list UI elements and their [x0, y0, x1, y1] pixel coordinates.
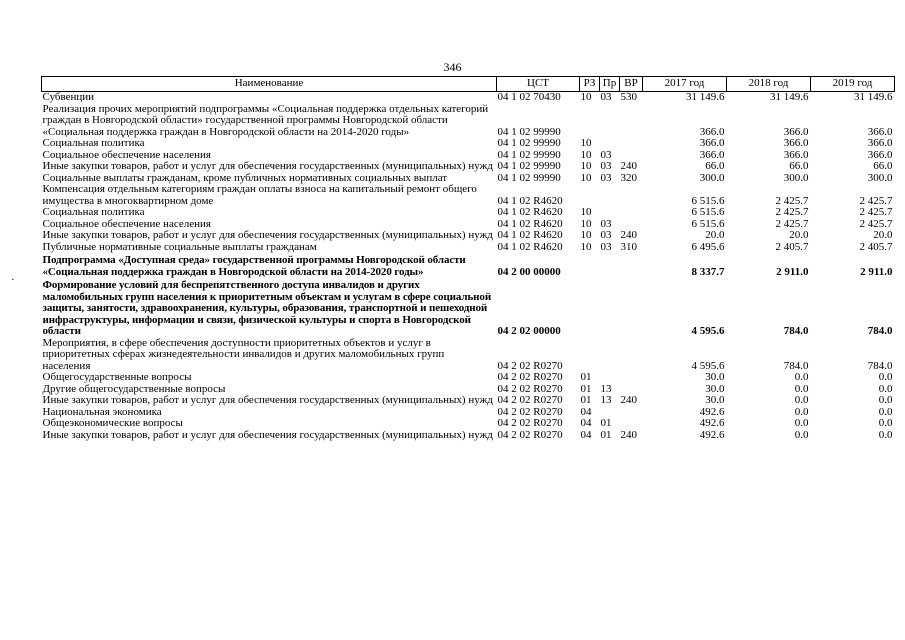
row-rz: 04: [580, 405, 592, 418]
row-cst: 04 2 02 00000: [497, 325, 561, 337]
row-rz: 01: [580, 382, 592, 395]
header-pr: Пр: [600, 77, 620, 92]
row-rz: 10: [580, 91, 592, 103]
table-row: [42, 138, 895, 150]
row-vr: [620, 207, 643, 219]
row-2017: 30.0: [705, 382, 725, 395]
row-vr: [620, 184, 643, 207]
row-pr: [600, 207, 620, 219]
row-name: Социальное обеспечение населения: [42, 148, 211, 161]
table-row: [42, 253, 895, 278]
row-rz: 10: [580, 229, 592, 241]
row-pr: 03: [600, 91, 612, 103]
table-row: [42, 104, 895, 139]
row-rz: 10: [580, 240, 592, 253]
table-row: [42, 230, 895, 242]
row-2019: 31 149.6: [854, 91, 893, 103]
row-2017: 366.0: [699, 148, 725, 161]
row-cst: 04 2 02 R0270: [497, 417, 563, 429]
row-2017: 366.0: [699, 125, 725, 138]
row-name: Иные закупки товаров, работ и услуг для обеспечения государственных (муниципальных) нужд: [42, 394, 493, 406]
row-pr: 03: [600, 171, 612, 184]
row-vr: [620, 138, 643, 150]
row-2017: 4 595.6: [691, 359, 725, 372]
row-vr: [620, 253, 643, 278]
row-pr: [600, 278, 620, 338]
row-2018: 0.0: [794, 382, 809, 395]
page-number: 346: [443, 60, 462, 74]
header-vr: ВР: [620, 77, 643, 92]
row-rz: [580, 278, 600, 338]
row-2017: 6 495.6: [691, 240, 725, 253]
row-name: Общегосударственные вопросы: [42, 371, 192, 383]
row-2017: 6 515.6: [691, 206, 725, 218]
row-name: Мероприятия, в сфере обеспечения доступности приоритетных объектов и услуг в приоритетных сферах жизнедеятельности инвалидов и других маломобильных групп населения: [42, 336, 445, 372]
row-cst: 04 1 02 R4620: [497, 206, 563, 218]
row-vr: 240: [620, 229, 637, 241]
row-pr: 03: [600, 148, 612, 161]
row-2019: 2 425.7: [859, 217, 893, 230]
row-2019: 366.0: [867, 125, 893, 138]
row-pr: [600, 138, 620, 150]
row-name: Реализация прочих мероприятий подпрограммы «Социальная поддержка отдельных категорий граждан в Новгородской области» государственной программы Новгородской области «Социальная поддержка граждан в Новгородской области на 2014-2020 годы»: [42, 102, 489, 138]
row-2019: 0.0: [878, 371, 893, 383]
row-2019: 0.0: [878, 394, 893, 406]
row-2018: 366.0: [783, 137, 809, 149]
row-2018: 2 425.7: [775, 206, 809, 218]
table-row: [42, 92, 895, 104]
header-2018: 2018 год: [727, 77, 811, 92]
row-2018: 366.0: [783, 125, 809, 138]
row-vr: [620, 338, 643, 373]
row-pr: 01: [600, 428, 612, 441]
row-pr: [600, 184, 620, 207]
row-2017: 6 515.6: [691, 194, 725, 207]
table-row: [42, 395, 895, 407]
row-rz: 10: [580, 160, 592, 172]
row-rz: [580, 184, 600, 207]
row-rz: 04: [580, 417, 592, 429]
row-2018: 31 149.6: [770, 91, 809, 103]
row-rz: [580, 338, 600, 373]
row-2017: 366.0: [699, 137, 725, 149]
row-2019: 2 405.7: [859, 240, 893, 253]
row-pr: [600, 104, 620, 139]
row-name: Социальные выплаты гражданам, кроме публичных нормативных социальных выплат: [42, 171, 448, 184]
row-name: Социальная политика: [42, 206, 145, 218]
row-2019: 2 425.7: [859, 206, 893, 218]
row-2019: 0.0: [878, 382, 893, 395]
row-rz: 01: [580, 371, 592, 383]
row-cst: 04 1 02 99990: [497, 160, 561, 172]
row-rz: 10: [580, 217, 592, 230]
row-2019: 0.0: [878, 428, 893, 441]
row-name: Иные закупки товаров, работ и услуг для обеспечения государственных (муниципальных) нужд: [42, 229, 493, 241]
row-cst: 04 1 02 99990: [497, 171, 561, 184]
row-2018: 784.0: [783, 359, 809, 372]
row-name: Иные закупки товаров, работ и услуг для обеспечения государственных (муниципальных) нужд: [42, 160, 493, 172]
row-pr: [600, 372, 620, 384]
row-name: Социальная политика: [42, 137, 145, 149]
row-vr: [620, 104, 643, 139]
row-rz: [580, 104, 600, 139]
table-row: [42, 242, 895, 254]
row-2019: 20.0: [873, 229, 893, 241]
row-vr: [620, 418, 643, 430]
row-vr: 310: [620, 240, 637, 253]
row-2019: 366.0: [867, 148, 893, 161]
row-cst: 04 1 02 R4620: [497, 194, 563, 207]
row-2017: 31 149.6: [686, 91, 725, 103]
row-2018: 2 425.7: [775, 194, 809, 207]
row-pr: 03: [600, 240, 612, 253]
row-cst: 04 1 02 R4620: [497, 240, 563, 253]
header-2019: 2019 год: [811, 77, 895, 92]
table-body: [42, 92, 895, 442]
row-pr: [600, 338, 620, 373]
row-2017: 492.6: [699, 428, 725, 441]
row-2017: 20.0: [705, 229, 725, 241]
row-cst: 04 2 02 R0270: [497, 382, 563, 395]
row-2017: 4 595.6: [691, 325, 725, 337]
header-rz: РЗ: [580, 77, 600, 92]
table-row: [42, 372, 895, 384]
row-rz: 10: [580, 206, 592, 218]
header-2017: 2017 год: [643, 77, 727, 92]
row-2018: 0.0: [794, 428, 809, 441]
row-cst: 04 2 02 R0270: [497, 371, 563, 383]
row-2018: 20.0: [789, 229, 809, 241]
row-pr: 03: [600, 229, 612, 241]
table-row: [42, 278, 895, 338]
table-row: [42, 418, 895, 430]
row-2019: 784.0: [867, 325, 893, 337]
row-2017: 8 337.7: [691, 265, 725, 278]
row-vr: 240: [620, 428, 637, 441]
row-vr: [620, 278, 643, 338]
table-row: [42, 338, 895, 373]
row-cst: 04 2 00 00000: [497, 265, 561, 278]
row-2018: 0.0: [794, 405, 809, 418]
row-name: Общеэкономические вопросы: [42, 417, 183, 429]
row-2018: 300.0: [783, 171, 809, 184]
row-pr: [600, 253, 620, 278]
row-vr: [620, 372, 643, 384]
row-2017: 492.6: [699, 417, 725, 429]
row-rz: 01: [580, 394, 592, 406]
row-2018: 784.0: [783, 325, 809, 337]
row-2018: 0.0: [794, 417, 809, 429]
row-cst: 04 2 02 R0270: [497, 405, 563, 418]
row-name: Формирование условий для беспрепятственного доступа инвалидов и других маломобильных групп населения к приоритетным объектам и услугам в сфере социальной защиты, занятости, здравоохранения, культуры, образования, транспортной и пешеходной инфраструктуры, информации и связи, физической культуры и спорта в Новгородской области: [42, 279, 492, 337]
row-2019: 66.0: [873, 160, 893, 172]
row-cst: 04 1 02 R4620: [497, 217, 563, 230]
row-2017: 30.0: [705, 394, 725, 406]
row-rz: 10: [580, 148, 592, 161]
row-name: Другие общегосударственные вопросы: [42, 382, 226, 395]
row-rz: [580, 253, 600, 278]
table-row: [42, 430, 895, 442]
row-name: Подпрограмма «Доступная среда» государственной программы Новгородской области «Социальная поддержка граждан в Новгородской области на 2014-2020 годы»: [42, 254, 466, 278]
row-cst: 04 1 02 70430: [497, 91, 561, 103]
row-cst: 04 1 02 99990: [497, 137, 561, 149]
margin-mark: ·: [11, 274, 15, 286]
row-name: Компенсация отдельным категориям граждан оплаты взноса на капитальный ремонт общего имущества в многоквартирном доме: [42, 183, 477, 207]
row-pr: 03: [600, 160, 612, 172]
row-2019: 0.0: [878, 405, 893, 418]
table-row: [42, 207, 895, 219]
row-2018: 0.0: [794, 394, 809, 406]
row-vr: [620, 407, 643, 419]
row-vr: 240: [620, 394, 637, 406]
row-name: Иные закупки товаров, работ и услуг для обеспечения государственных (муниципальных) нужд: [42, 428, 493, 441]
row-2018: 2 425.7: [775, 217, 809, 230]
row-cst: 04 2 02 R0270: [497, 394, 563, 406]
row-2017: 6 515.6: [691, 217, 725, 230]
row-2017: 300.0: [699, 171, 725, 184]
row-2019: 2 911.0: [860, 265, 893, 278]
row-cst: 04 1 02 99990: [497, 148, 561, 161]
row-rz: 10: [580, 137, 592, 149]
row-2018: 2 405.7: [775, 240, 809, 253]
row-2018: 0.0: [794, 371, 809, 383]
row-vr: 240: [620, 160, 637, 172]
row-vr: 530: [620, 91, 637, 103]
row-name: Субвенции: [42, 91, 95, 103]
row-rz: 04: [580, 428, 592, 441]
row-2019: 300.0: [867, 171, 893, 184]
row-2017: 66.0: [705, 160, 725, 172]
table-row: [42, 184, 895, 207]
row-name: Национальная экономика: [42, 405, 162, 418]
row-cst: 04 1 02 99990: [497, 125, 561, 138]
row-name: Социальное обеспечение населения: [42, 217, 211, 230]
row-cst: 04 1 02 R4620: [497, 229, 563, 241]
row-2018: 66.0: [789, 160, 809, 172]
header-cst: ЦСТ: [497, 77, 580, 92]
row-cst: 04 2 02 R0270: [497, 359, 563, 372]
row-pr: 13: [600, 382, 612, 395]
row-2017: 30.0: [705, 371, 725, 383]
budget-table: [41, 76, 895, 441]
row-2017: 492.6: [699, 405, 725, 418]
row-2019: 784.0: [867, 359, 893, 372]
row-rz: 10: [580, 171, 592, 184]
header-name: Наименование: [42, 77, 497, 92]
row-2019: 0.0: [878, 417, 893, 429]
table-row: [42, 161, 895, 173]
row-2018: 366.0: [783, 148, 809, 161]
row-2019: 2 425.7: [859, 194, 893, 207]
row-pr: 01: [600, 417, 612, 429]
header-row: [42, 77, 895, 92]
row-pr: 13: [600, 394, 612, 406]
row-name: Публичные нормативные социальные выплаты гражданам: [42, 240, 317, 253]
row-vr: 320: [620, 171, 637, 184]
row-2018: 2 911.0: [776, 265, 809, 278]
row-cst: 04 2 02 R0270: [497, 428, 563, 441]
row-pr: 03: [600, 217, 612, 230]
row-2019: 366.0: [867, 137, 893, 149]
